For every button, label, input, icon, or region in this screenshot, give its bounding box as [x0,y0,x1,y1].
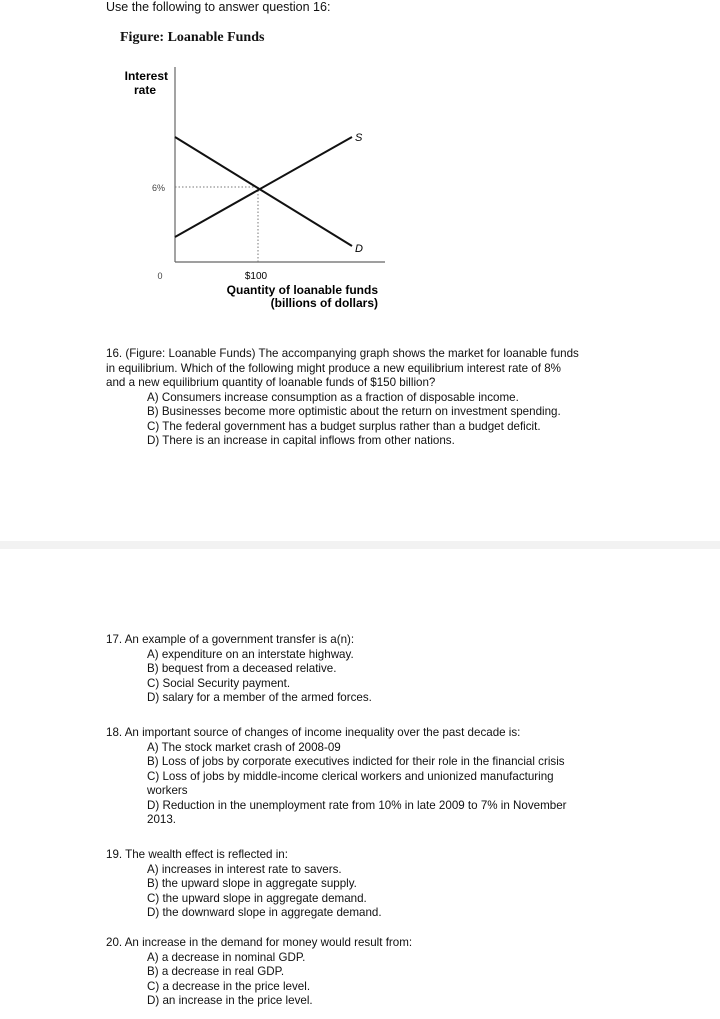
question-17-option-c: C) Social Security payment. [147,676,291,690]
question-19-option-d: D) the downward slope in aggregate demand. [147,906,382,919]
question-18-option-a: A) The stock market crash of 2008-09 [147,740,341,754]
origin-label: 0 [157,271,163,281]
question-17-text: 17. An example of a government transfer is a(n): [106,633,355,646]
y-tick-6pct: 6% [151,183,165,193]
question-17-option-b: B) bequest from a deceased relative. [147,662,337,675]
question-16-option-d: D) There is an increase in capital inflows from other nations. [147,434,455,447]
question-19-option-c: C) the upward slope in aggregate demand. [147,891,367,905]
x-axis-label-2: (billions of dollars) [270,296,378,310]
question-16-option-c: C) The federal government has a budget surplus rather than a budget deficit. [147,419,541,433]
demand-label: D [355,243,363,255]
question-20-option-c: C) a decrease in the price level. [147,979,311,993]
question-16-text: in equilibrium. Which of the following might produce a new equilibrium interest rate of 8% [106,361,561,375]
question-18-option-d: 2013. [147,813,177,826]
question-18-text: 18. An important source of changes of income inequality over the past decade is: [106,726,521,739]
question-18-option-c: C) Loss of jobs by middle-income clerical workers and unionized manufacturing [147,769,554,783]
question-16-text: and a new equilibrium quantity of loanable funds of $150 billion? [106,376,436,389]
y-axis-label-2: rate [133,83,156,97]
page-separator [0,541,720,549]
question-17-option-d: D) salary for a member of the armed forces. [147,691,372,704]
question-18-option-b: B) Loss of jobs by corporate executives indicted for their role in the financial crisis [147,755,565,768]
question-19-option-b: B) the upward slope in aggregate supply. [147,877,357,890]
question-16-text: 16. (Figure: Loanable Funds) The accompanying graph shows the market for loanable funds [106,347,579,360]
figure-title: Figure: Loanable Funds [120,30,265,45]
demand-curve [175,137,352,246]
question-20-option-a: A) a decrease in nominal GDP. [147,950,306,964]
question-16-option-a: A) Consumers increase consumption as a fraction of disposable income. [147,390,519,404]
y-axis-label-1: Interest [124,69,168,83]
question-20-option-d: D) an increase in the price level. [147,994,313,1007]
question-20-text: 20. An increase in the demand for money would result from: [106,936,413,949]
question-19-text: 19. The wealth effect is reflected in: [106,848,288,861]
question-18-option-c: workers [147,784,188,797]
question-18-option-d: D) Reduction in the unemployment rate from 10% in late 2009 to 7% in November [147,798,567,812]
x-axis-label-1: Quantity of loanable funds [226,283,378,297]
question-19-option-a: A) increases in interest rate to savers. [147,862,342,876]
question-20-option-b: B) a decrease in real GDP. [147,965,285,978]
section-header: Use the following to answer question 16: [106,0,331,14]
question-17-option-a: A) expenditure on an interstate highway. [147,647,354,661]
loanable-funds-diagram [0,0,720,320]
supply-curve [175,137,352,237]
x-tick-100: $100 [244,271,268,282]
question-16-option-b: B) Businesses become more optimistic about the return on investment spending. [147,405,561,418]
supply-label: S [355,132,363,144]
